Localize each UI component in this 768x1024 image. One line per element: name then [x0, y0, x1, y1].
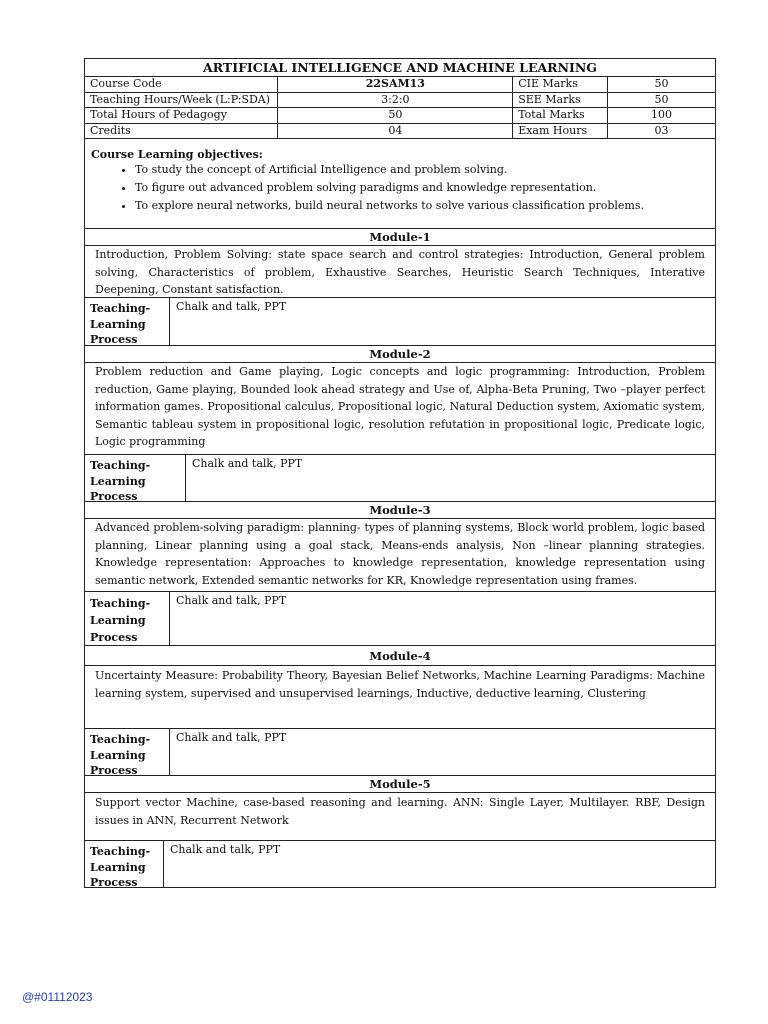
teaching-learning-label: Teaching-Learning Process [85, 841, 164, 887]
module-5-title: Module-5 [85, 776, 715, 793]
teaching-learning-label: Teaching-Learning Process [85, 298, 170, 345]
teaching-learning-value: Chalk and talk, PPT [170, 843, 281, 856]
module-5-teaching [85, 841, 715, 887]
syllabus-table [84, 58, 716, 888]
course-info [85, 77, 715, 139]
info-label: Credits [85, 123, 278, 138]
module-3-content: Advanced problem-solving paradigm: planning- types of planning systems, Block world problem, logic based planning, Linear planning using a goal stack, Means-ends analysis, Non –linear planning strategies. Knowledge representation: Approaches to knowledge representation, knowledge representation using semantic network, Extended semantic networks for KR, Knowledge representation using frames. [85, 519, 715, 592]
objectives-list [91, 162, 709, 213]
info-row [85, 108, 715, 124]
objective-item: • To explore neural networks, build neural networks to solve various classification problems. [135, 198, 709, 213]
teaching-learning-label: Teaching-Learning Process [85, 455, 186, 501]
info-row [85, 92, 715, 108]
teaching-learning-label: Teaching-Learning Process [85, 592, 170, 645]
module-4-teaching [85, 729, 715, 776]
info-label: Exam Hours [513, 123, 608, 138]
teaching-learning-value: Chalk and talk, PPT [176, 594, 287, 607]
info-value: 100 [608, 108, 715, 124]
module-1-content: Introduction, Problem Solving: state space search and control strategies: Introduction, General problem solving, Characteristics of problem, Exhaustive Searches, Heuristic Search Techniques, Interative Deepening, Constant satisfaction. [85, 246, 715, 298]
info-label: Total Marks [513, 108, 608, 124]
info-value: 50 [608, 77, 715, 92]
course-info-table [85, 77, 715, 138]
module-2-content: Problem reduction and Game playing, Logic concepts and logic programming: Introduction, Problem reduction, Game playing, Bounded look ahead strategy and Use of, Alpha-Beta Pruning, Two –player perfect information games. Propositional calculus, Propositional logic, Natural Deduction system, Axiomatic system, Semantic tableau system in propositional logic, resolution refutation in propositional logic, Predicate logic, Logic programming [85, 363, 715, 455]
info-label: SEE Marks [513, 92, 608, 108]
info-value: 50 [608, 92, 715, 108]
teaching-learning-value: Chalk and talk, PPT [176, 300, 287, 313]
info-value: 22SAM13 [278, 77, 513, 92]
info-label: Teaching Hours/Week (L:P:SDA) [85, 92, 278, 108]
document-title: ARTIFICIAL INTELLIGENCE AND MACHINE LEARNING [85, 59, 715, 77]
module-1-teaching [85, 298, 715, 346]
info-label: Total Hours of Pedagogy [85, 108, 278, 124]
info-value: 50 [278, 108, 513, 124]
module-2-title: Module-2 [85, 346, 715, 363]
info-value: 04 [278, 123, 513, 138]
module-3-teaching [85, 592, 715, 646]
info-label: Course Code [85, 77, 278, 92]
module-2-teaching [85, 455, 715, 502]
module-4-content: Uncertainty Measure: Probability Theory, Bayesian Belief Networks, Machine Learning Paradigms: Machine learning system, supervised and unsupervised learnings, Inductive, deductive learning, Clustering [85, 666, 715, 729]
teaching-learning-value: Chalk and talk, PPT [192, 457, 303, 470]
teaching-learning-label: Teaching-Learning Process [85, 729, 170, 775]
module-5-content: Support vector Machine, case-based reasoning and learning. ANN: Single Layer, Multilayer. RBF, Design issues in ANN, Recurrent Network [85, 793, 715, 841]
objectives-heading: Course Learning objectives: [91, 148, 263, 161]
footer-tag: @#01112023 [22, 990, 93, 1004]
info-label: CIE Marks [513, 77, 608, 92]
teaching-learning-value: Chalk and talk, PPT [176, 731, 287, 744]
objective-item: • To figure out advanced problem solving paradigms and knowledge representation. [135, 180, 709, 195]
module-1-title: Module-1 [85, 229, 715, 246]
info-value: 03 [608, 123, 715, 138]
info-value: 3:2:0 [278, 92, 513, 108]
objective-item: • To study the concept of Artificial Intelligence and problem solving. [135, 162, 709, 177]
course-objectives [85, 139, 715, 229]
info-row [85, 77, 715, 92]
info-row [85, 123, 715, 138]
module-3-title: Module-3 [85, 502, 715, 519]
module-4-title: Module-4 [85, 646, 715, 666]
